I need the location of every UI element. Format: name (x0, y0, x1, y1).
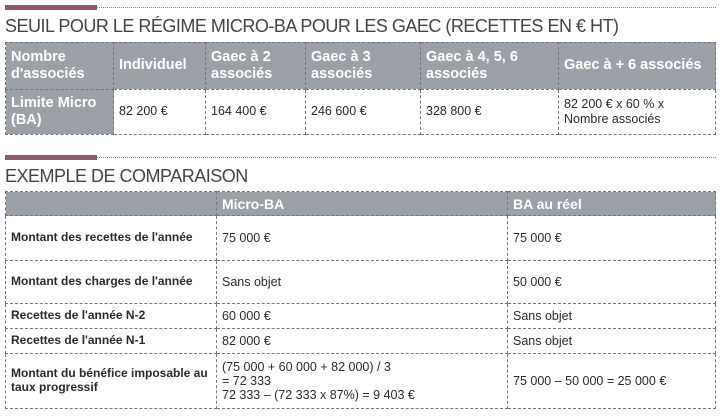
header-cell: Gaec à 2 associés (206, 42, 306, 89)
table-row (6, 216, 716, 261)
reel-value: 75 000 – 50 000 = 25 000 € (508, 354, 716, 409)
header-cell: Individuel (114, 42, 206, 89)
row-label: Limite Micro (BA) (6, 89, 114, 134)
comparison-section (5, 155, 716, 410)
value-cell: 246 600 € (306, 89, 421, 134)
reel-value: Sans objet (508, 304, 716, 329)
table-row (6, 354, 716, 409)
section-title: SEUIL POUR LE RÉGIME MICRO-BA POUR LES GAEC (RECETTES EN € HT) (5, 16, 619, 36)
header-cell: Gaec à 3 associés (306, 42, 421, 89)
section-accent-bar (5, 155, 97, 160)
micro-value: 82 000 € (217, 329, 508, 354)
header-cell: Micro-BA (217, 192, 508, 216)
divider (97, 157, 716, 158)
micro-value: 60 000 € (217, 304, 508, 329)
reel-value: 50 000 € (508, 261, 716, 304)
micro-value: Sans objet (217, 261, 508, 304)
section-title: EXEMPLE DE COMPARAISON (5, 165, 248, 186)
value-cell: 82 200 € x 60 % x Nombre associés (559, 89, 716, 134)
header-cell: Gaec à + 6 associés (559, 42, 716, 89)
comparison-table (5, 191, 716, 409)
row-label: Recettes de l'année N-2 (6, 304, 217, 329)
value-cell: 164 400 € (206, 89, 306, 134)
section-rule (5, 5, 716, 10)
section-rule (5, 155, 716, 160)
row-label: Montant des charges de l'année (6, 261, 217, 304)
micro-value: 75 000 € (217, 216, 508, 261)
formula-line: (75 000 + 60 000 + 82 000) / 3 (222, 359, 391, 374)
threshold-table (5, 42, 716, 135)
micro-value (217, 354, 508, 409)
header-cell: Gaec à 4, 5, 6 associés (421, 42, 559, 89)
row-label: Recettes de l'année N-1 (6, 329, 217, 354)
section-accent-bar (5, 5, 97, 10)
header-cell: BA au réel (508, 192, 716, 216)
value-cell: 328 800 € (421, 89, 559, 134)
value-cell: 82 200 € (114, 89, 206, 134)
header-cell: Nombre d'associés (6, 42, 114, 89)
divider (97, 7, 716, 8)
table-row (6, 329, 716, 354)
reel-value: Sans objet (508, 329, 716, 354)
table-row (6, 261, 716, 304)
formula-line: 72 333 – (72 333 x 87%) = 9 403 € (222, 388, 415, 403)
threshold-section (5, 5, 716, 135)
reel-value: 75 000 € (508, 216, 716, 261)
header-cell (6, 192, 217, 216)
table-row (6, 304, 716, 329)
formula-line: = 72 333 (222, 374, 272, 388)
row-label: Montant des recettes de l'année (6, 216, 217, 261)
row-label: Montant du bénéfice imposable au taux progressif (6, 354, 217, 409)
